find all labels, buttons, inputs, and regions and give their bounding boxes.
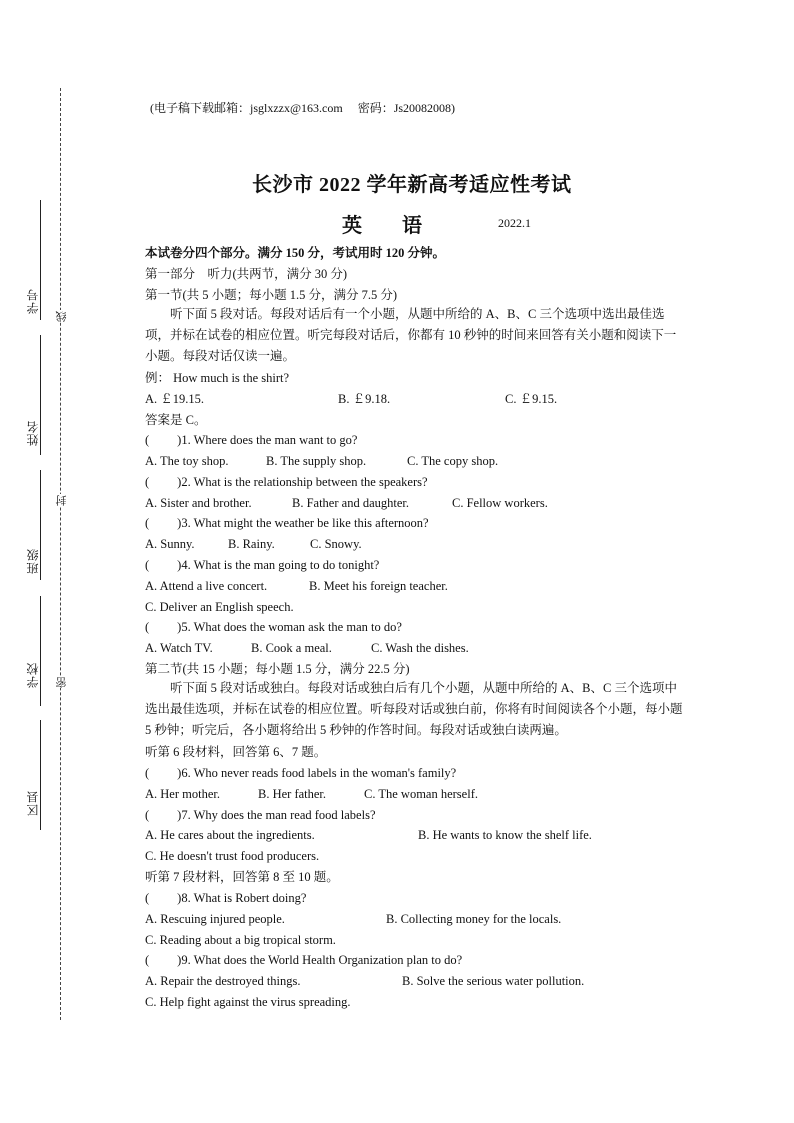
q3-option-c: C. Snowy. (310, 537, 362, 551)
section2-heading: 第二节(共 15 小题；每小题 1.5 分，满分 22.5 分) (145, 662, 410, 676)
question-3 (145, 515, 429, 531)
seal-mark-seal: 封 (56, 494, 68, 506)
answer-paren: ( (145, 766, 150, 780)
question-text: )7. Why does the man read food labels? (177, 808, 376, 822)
answer-paren: ( (145, 558, 150, 572)
field-label-class: 班级 (26, 548, 40, 574)
question-text: )5. What does the woman ask the man to do? (177, 620, 402, 634)
field-label-name: 姓名 (26, 420, 40, 446)
question-5 (145, 619, 402, 635)
answer-paren: ( (145, 516, 150, 530)
exam-title: 长沙市 2022 学年新高考适应性考试 (252, 174, 572, 196)
q7-option-c: C. He doesn't trust food producers. (145, 849, 320, 863)
field-label-school: 学校 (26, 662, 40, 688)
question-9 (145, 952, 462, 968)
q2-option-b: B. Father and daughter. (292, 496, 409, 510)
answer-paren: ( (145, 891, 150, 905)
q5-option-b: B. Cook a meal. (251, 641, 332, 655)
q7-option-b: B. He wants to know the shelf life. (418, 828, 592, 842)
q1-option-c: C. The copy shop. (407, 454, 499, 468)
q9-option-c: C. Help fight against the virus spreading. (145, 995, 351, 1009)
answer-paren: ( (145, 433, 150, 447)
question-4 (145, 557, 379, 573)
question-1 (145, 432, 357, 448)
q9-option-a: A. Repair the destroyed things. (145, 974, 301, 988)
binding-dashed-line (60, 88, 61, 1020)
example-option-b: B. ￡9.18. (338, 392, 391, 406)
q4-option-a: A. Attend a live concert. (145, 579, 268, 593)
field-label-district: 区县 (26, 790, 40, 816)
seal-mark-line: 线 (56, 310, 68, 322)
answer-paren: ( (145, 808, 150, 822)
intro-line: 本试卷分四个部分。满分 150 分，考试用时 120 分钟。 (145, 246, 446, 260)
field-line-school (40, 596, 41, 706)
question-8 (145, 890, 306, 906)
example-question: 例： How much is the shirt? (145, 371, 290, 385)
question-2 (145, 474, 428, 490)
field-label-student-id: 学号 (26, 288, 40, 314)
material-7-note: 听第 7 段材料，回答第 8 至 10 题。 (145, 870, 339, 884)
q4-option-c: C. Deliver an English speech. (145, 600, 294, 614)
question-7 (145, 807, 376, 823)
q3-option-b: B. Rainy. (228, 537, 275, 551)
q7-option-a: A. He cares about the ingredients. (145, 828, 315, 842)
q2-option-a: A. Sister and brother. (145, 496, 252, 510)
question-text: )4. What is the man going to do tonight? (177, 558, 380, 572)
q1-option-b: B. The supply shop. (266, 454, 367, 468)
subject-title: 英 语 (342, 215, 422, 237)
answer-paren: ( (145, 953, 150, 967)
answer-paren: ( (145, 620, 150, 634)
question-text: )3. What might the weather be like this afternoon? (177, 516, 429, 530)
q2-option-c: C. Fellow workers. (452, 496, 548, 510)
seal-mark-secret: 密 (56, 676, 68, 688)
q6-option-b: B. Her father. (258, 787, 327, 801)
q4-option-b: B. Meet his foreign teacher. (309, 579, 448, 593)
q6-option-a: A. Her mother. (145, 787, 220, 801)
q1-option-a: A. The toy shop. (145, 454, 229, 468)
header-note: (电子稿下载邮箱：jsglxzzx@163.com 密码：Js20082008) (150, 101, 456, 115)
q8-option-c: C. Reading about a big tropical storm. (145, 933, 336, 947)
example-answer: 答案是 C。 (145, 413, 207, 427)
example-option-c: C. ￡9.15. (505, 392, 558, 406)
q3-option-a: A. Sunny. (145, 537, 195, 551)
material-6-note: 听第 6 段材料，回答第 6、7 题。 (145, 745, 327, 759)
question-text: )1. Where does the man want to go? (177, 433, 358, 447)
q8-option-b: B. Collecting money for the locals. (386, 912, 562, 926)
example-option-a: A. ￡19.15. (145, 392, 205, 406)
question-text: )6. Who never reads food labels in the woman's family? (177, 766, 457, 780)
answer-paren: ( (145, 475, 150, 489)
q8-option-a: A. Rescuing injured people. (145, 912, 285, 926)
q9-option-b: B. Solve the serious water pollution. (402, 974, 585, 988)
section1-instruction: 听下面 5 段对话。每段对话后有一个小题，从题中所给的 A、B、C 三个选项中选出最佳选项，并标在试卷的相应位置。听完每段对话后，你都有 10 秒钟的时间来回答有关小题和阅读下一小题。每段对话仅读一遍。 (145, 307, 677, 363)
part1-heading: 第一部分 听力(共两节，满分 30 分) (145, 267, 348, 281)
exam-date: 2022.1 (498, 216, 531, 230)
question-text: )8. What is Robert doing? (177, 891, 307, 905)
q5-option-a: A. Watch TV. (145, 641, 213, 655)
question-text: )2. What is the relationship between the speakers? (177, 475, 428, 489)
section1-heading: 第一节(共 5 小题；每小题 1.5 分，满分 7.5 分) (145, 288, 398, 302)
question-6 (145, 765, 456, 781)
question-text: )9. What does the World Health Organization plan to do? (177, 953, 463, 967)
q6-option-c: C. The woman herself. (364, 787, 478, 801)
section2-instruction: 听下面 5 段对话或独白。每段对话或独白后有几个小题，从题中所给的 A、B、C 三个选项中选出最佳选项，并标在试卷的相应位置。听每段对话或独白前，你将有时间阅读各个小题，每小题 5 秒钟；听完后，各小题将给出 5 秒钟的作答时间。每段对话或独白读两遍。 (145, 681, 683, 737)
q5-option-c: C. Wash the dishes. (371, 641, 469, 655)
